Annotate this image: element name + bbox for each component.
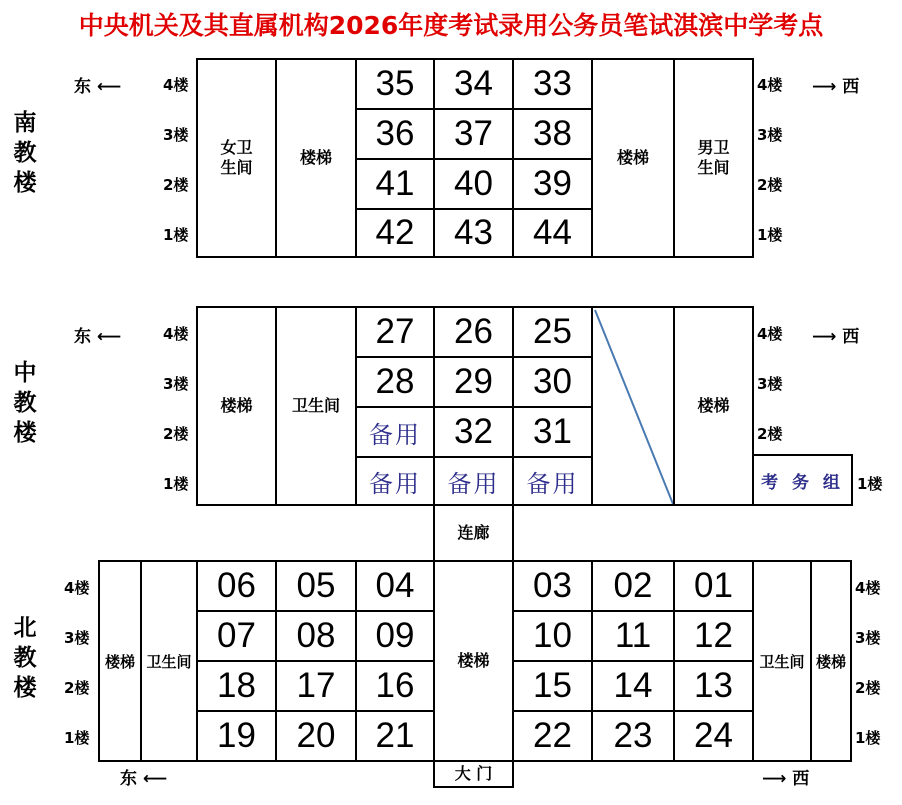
room-42	[355, 208, 435, 258]
room-11-label: 11	[614, 616, 652, 655]
north-west-direction: ⟶ 西	[762, 769, 810, 789]
south-floor-1-left: 1楼	[163, 226, 189, 244]
middle-floor-3-right: 3楼	[757, 375, 783, 393]
south-building-name	[10, 108, 40, 198]
room-43-label: 43	[454, 213, 493, 252]
room-22-label: 22	[533, 716, 572, 755]
south-female-restroom-label: 女卫生间	[220, 138, 253, 177]
north-stairs-right-label: 楼梯	[815, 652, 846, 671]
room-15	[512, 660, 593, 712]
diagonal-line	[593, 308, 673, 504]
room-40-label: 40	[454, 164, 493, 203]
room-21-label: 21	[375, 716, 415, 755]
room-21	[355, 710, 435, 762]
room-24-label: 24	[694, 716, 733, 755]
exam-office	[752, 454, 853, 506]
south-female-restroom	[196, 58, 277, 258]
room-10	[512, 610, 593, 662]
room-41-label: 41	[375, 164, 415, 203]
north-floor-2-right: 2楼	[855, 679, 881, 697]
room-26	[433, 306, 514, 358]
room-13-label: 13	[694, 666, 733, 705]
middle-east-direction: 东 ⟵	[74, 327, 122, 347]
room-09-label: 09	[375, 616, 415, 655]
north-restroom-left	[140, 560, 198, 762]
middle-floor-1-exam: 1楼	[857, 475, 883, 493]
room-10-label: 10	[533, 616, 572, 655]
south-stairs-right	[591, 58, 675, 258]
north-floor-3-left: 3楼	[64, 629, 90, 647]
room-24	[673, 710, 754, 762]
south-east-direction: 东 ⟵	[74, 77, 122, 97]
spare-room-1f-a	[355, 456, 435, 506]
south-floor-3-left: 3楼	[163, 126, 189, 144]
north-restroom-right-label: 卫生间	[759, 652, 805, 671]
room-16-label: 16	[375, 666, 415, 705]
room-03	[512, 560, 593, 612]
room-39-label: 39	[533, 164, 572, 203]
north-floor-4-right: 4楼	[855, 579, 881, 597]
room-14	[591, 660, 675, 712]
room-15-label: 15	[533, 666, 572, 705]
room-20-label: 20	[296, 716, 336, 755]
middle-stairs-left	[196, 306, 277, 506]
room-30-label: 30	[533, 362, 572, 401]
middle-stairs-left-label: 楼梯	[220, 396, 253, 415]
north-building-name	[10, 613, 40, 703]
room-19	[196, 710, 277, 762]
south-male-restroom-label: 男卫生间	[697, 138, 730, 177]
room-40	[433, 158, 514, 210]
room-29-label: 29	[454, 362, 493, 401]
middle-floor-4-right: 4楼	[757, 325, 783, 343]
room-34	[433, 58, 514, 110]
north-building-name-text: 北教楼	[13, 615, 37, 701]
room-30	[512, 356, 593, 408]
room-08	[275, 610, 357, 662]
room-31	[512, 406, 593, 458]
middle-floor-2-left: 2楼	[163, 425, 189, 443]
spare-room-1f-c	[512, 456, 593, 506]
room-11	[591, 610, 675, 662]
north-restroom-left-label: 卫生间	[146, 652, 192, 671]
south-stairs-left	[275, 58, 357, 258]
room-19-label: 19	[217, 716, 256, 755]
south-stairs-left-label: 楼梯	[299, 148, 332, 167]
corridor	[433, 504, 514, 562]
spare-room-2f	[355, 406, 435, 458]
north-stairs-center	[433, 560, 514, 762]
room-07	[196, 610, 277, 662]
south-male-restroom	[673, 58, 754, 258]
spare-room-1f-b	[433, 456, 514, 506]
room-34-label: 34	[454, 64, 493, 103]
middle-restroom-label: 卫生间	[291, 396, 340, 415]
room-32	[433, 406, 514, 458]
north-floor-1-right: 1楼	[855, 729, 881, 747]
middle-building-name	[10, 358, 40, 448]
north-stairs-right	[810, 560, 852, 762]
room-37-label: 37	[454, 114, 493, 153]
north-floor-1-left: 1楼	[64, 729, 90, 747]
middle-building-name-text: 中教楼	[13, 360, 37, 446]
room-41	[355, 158, 435, 210]
south-floor-2-left: 2楼	[163, 176, 189, 194]
north-stairs-left-label: 楼梯	[104, 652, 135, 671]
room-14-label: 14	[613, 666, 653, 705]
main-gate	[433, 760, 514, 788]
room-23-label: 23	[613, 716, 653, 755]
room-02-label: 02	[613, 566, 653, 605]
middle-floor-4-left: 4楼	[163, 325, 189, 343]
room-02	[591, 560, 675, 612]
room-33-label: 33	[533, 64, 572, 103]
room-26-label: 26	[454, 312, 493, 351]
room-44-label: 44	[533, 213, 572, 252]
room-38-label: 38	[533, 114, 572, 153]
north-east-direction: 东 ⟵	[120, 769, 168, 789]
room-01-label: 01	[694, 566, 733, 605]
room-12-label: 12	[694, 616, 733, 655]
room-05	[275, 560, 357, 612]
south-floor-4-right: 4楼	[757, 76, 783, 94]
room-32-label: 32	[454, 412, 493, 451]
middle-floor-3-left: 3楼	[163, 375, 189, 393]
middle-west-direction: ⟶ 西	[812, 327, 860, 347]
room-08-label: 08	[296, 616, 336, 655]
room-36	[355, 108, 435, 160]
south-floor-4-left: 4楼	[163, 76, 189, 94]
south-floor-3-right: 3楼	[757, 126, 783, 144]
room-42-label: 42	[375, 213, 415, 252]
room-13	[673, 660, 754, 712]
room-17	[275, 660, 357, 712]
room-35	[355, 58, 435, 110]
room-07-label: 07	[217, 616, 256, 655]
north-floor-3-right: 3楼	[855, 629, 881, 647]
room-04-label: 04	[375, 566, 415, 605]
middle-empty-block	[591, 306, 675, 506]
spare-room-1f-b-label: 备用	[447, 469, 500, 498]
middle-floor-1-left: 1楼	[163, 475, 189, 493]
north-stairs-center-label: 楼梯	[457, 651, 490, 670]
room-01	[673, 560, 754, 612]
main-gate-label: 大 门	[454, 764, 493, 783]
room-28	[355, 356, 435, 408]
south-building-name-text: 南教楼	[13, 110, 37, 196]
room-06-label: 06	[217, 566, 256, 605]
room-22	[512, 710, 593, 762]
south-stairs-right-label: 楼梯	[616, 148, 649, 167]
spare-room-1f-c-label: 备用	[526, 469, 579, 498]
room-18-label: 18	[217, 666, 256, 705]
room-29	[433, 356, 514, 408]
room-03-label: 03	[533, 566, 572, 605]
north-stairs-left	[98, 560, 142, 762]
room-17-label: 17	[296, 666, 336, 705]
room-23	[591, 710, 675, 762]
north-floor-4-left: 4楼	[64, 579, 90, 597]
room-05-label: 05	[296, 566, 336, 605]
room-28-label: 28	[375, 362, 415, 401]
room-25-label: 25	[533, 312, 572, 351]
room-39	[512, 158, 593, 210]
middle-stairs-right-label: 楼梯	[697, 396, 730, 415]
page-title: 中央机关及其直属机构2026年度考试录用公务员笔试淇滨中学考点	[78, 11, 824, 40]
spare-room-1f-a-label: 备用	[369, 469, 421, 498]
middle-stairs-right	[673, 306, 754, 506]
room-31-label: 31	[533, 412, 572, 451]
room-37	[433, 108, 514, 160]
middle-restroom	[275, 306, 357, 506]
room-43	[433, 208, 514, 258]
room-18	[196, 660, 277, 712]
room-12	[673, 610, 754, 662]
room-16	[355, 660, 435, 712]
room-38	[512, 108, 593, 160]
room-35-label: 35	[375, 64, 415, 103]
north-floor-2-left: 2楼	[64, 679, 90, 697]
south-west-direction: ⟶ 西	[812, 77, 860, 97]
room-25	[512, 306, 593, 358]
room-33	[512, 58, 593, 110]
corridor-label: 连廊	[457, 523, 490, 542]
south-floor-1-right: 1楼	[757, 226, 783, 244]
room-44	[512, 208, 593, 258]
room-36-label: 36	[375, 114, 415, 153]
room-09	[355, 610, 435, 662]
room-27	[355, 306, 435, 358]
spare-room-2f-label: 备用	[369, 420, 421, 449]
room-04	[355, 560, 435, 612]
exam-office-label: 考 务 组	[761, 472, 844, 493]
room-27-label: 27	[375, 312, 415, 351]
middle-floor-2-right: 2楼	[757, 425, 783, 443]
room-06	[196, 560, 277, 612]
south-floor-2-right: 2楼	[757, 176, 783, 194]
room-20	[275, 710, 357, 762]
north-restroom-right	[752, 560, 812, 762]
